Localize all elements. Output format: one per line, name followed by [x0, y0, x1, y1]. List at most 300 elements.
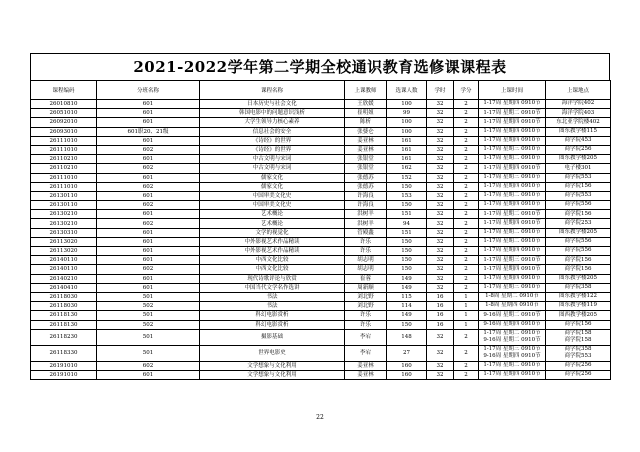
- cell-class-time: [479, 345, 546, 361]
- cell-location: [546, 329, 611, 345]
- location-line: 图东教学楼205: [559, 155, 597, 162]
- time-line: 1-17周 星期三 0910节: [483, 284, 541, 291]
- location-line: 商学院358: [564, 284, 592, 291]
- time-line: 9-16周 星期四 0910节: [483, 353, 541, 360]
- time-line: 1-17周 星期四 0910节: [483, 127, 541, 134]
- cell-credit: 2: [454, 155, 479, 164]
- cell-course-code: 26130210: [31, 210, 97, 219]
- cell-credit: 1: [454, 311, 479, 320]
- cell-hours: 32: [427, 256, 454, 265]
- time-line: 1-17周 星期四 0910节: [483, 164, 541, 171]
- cell-class-name: 601: [97, 118, 200, 127]
- cell-class-name: 502: [97, 320, 200, 329]
- cell-course-name: 中外影视艺术作品精读: [200, 237, 345, 246]
- cell-location: [546, 191, 611, 200]
- cell-class-name: 602: [97, 265, 200, 274]
- cell-course-code: 26130110: [31, 201, 97, 210]
- cell-class-name: 601: [97, 237, 200, 246]
- cell-class-name: 602: [97, 201, 200, 210]
- table-row: [31, 345, 611, 361]
- location-line: 商学院358: [564, 345, 592, 352]
- cell-teacher: 刘北野: [345, 292, 387, 301]
- cell-class-name: 602: [97, 361, 200, 370]
- cell-course-name: 文学想象与文化利用: [200, 361, 345, 370]
- cell-class-time: [479, 118, 546, 127]
- cell-class-name: 601: [97, 247, 200, 256]
- cell-course-code: 26110210: [31, 164, 97, 173]
- page-title: 2021-2022学年第二学期全校通识教育选修课课程表: [30, 53, 610, 80]
- table-row: [31, 109, 611, 118]
- cell-teacher: 姜亚林: [345, 136, 387, 145]
- time-line: 1-17周 星期四 0910节: [483, 137, 541, 144]
- cell-credit: 2: [454, 219, 479, 228]
- location-line: 商学院553: [564, 173, 592, 180]
- location-line: 海洋学院403: [561, 109, 595, 116]
- cell-credit: 2: [454, 182, 479, 191]
- cell-credit: 2: [454, 164, 479, 173]
- cell-course-code: 26140110: [31, 256, 97, 265]
- cell-class-time: [479, 370, 546, 379]
- cell-enrollment: 150: [387, 237, 427, 246]
- cell-location: [546, 182, 611, 191]
- table-row: [31, 100, 611, 109]
- table-row: [31, 265, 611, 274]
- cell-class-time: [479, 228, 546, 237]
- cell-enrollment: 161: [387, 136, 427, 145]
- col-header: 学时: [427, 81, 454, 100]
- table-header-row: [31, 81, 611, 100]
- cell-class-name: 501: [97, 292, 200, 301]
- time-line: 1-17周 星期二 0910节: [483, 329, 541, 336]
- table-row: [31, 320, 611, 329]
- cell-hours: 32: [427, 155, 454, 164]
- cell-course-name: 中国审美文化史: [200, 201, 345, 210]
- cell-location: [546, 164, 611, 173]
- time-line: 1-17周 星期三 0910节: [483, 173, 541, 180]
- cell-hours: 16: [427, 302, 454, 311]
- time-line: 9-16周 星期二 0910节: [483, 337, 541, 344]
- cell-class-time: [479, 191, 546, 200]
- cell-hours: 32: [427, 127, 454, 136]
- cell-enrollment: 150: [387, 201, 427, 210]
- cell-teacher: 李宕: [345, 345, 387, 361]
- cell-credit: 2: [454, 370, 479, 379]
- table-row: [31, 329, 611, 345]
- cell-class-name: 501: [97, 329, 200, 345]
- cell-location: [546, 127, 611, 136]
- table-row: [31, 228, 611, 237]
- cell-teacher: 崔明姐: [345, 109, 387, 118]
- cell-enrollment: 151: [387, 228, 427, 237]
- location-line: 商学院453: [564, 137, 592, 144]
- cell-location: [546, 109, 611, 118]
- cell-enrollment: 150: [387, 256, 427, 265]
- cell-course-name: 科幻电影赏析: [200, 320, 345, 329]
- cell-course-code: 26111010: [31, 136, 97, 145]
- cell-location: [546, 256, 611, 265]
- cell-teacher: 许乐: [345, 237, 387, 246]
- cell-credit: 2: [454, 237, 479, 246]
- cell-class-time: [479, 292, 546, 301]
- cell-course-code: 26118130: [31, 311, 97, 320]
- cell-enrollment: 115: [387, 292, 427, 301]
- cell-enrollment: 150: [387, 247, 427, 256]
- location-line: 图西教学楼205: [559, 311, 597, 318]
- table-row: [31, 237, 611, 246]
- cell-hours: 32: [427, 370, 454, 379]
- cell-class-time: [479, 164, 546, 173]
- table-body: [31, 100, 611, 380]
- cell-teacher: 陈析: [345, 118, 387, 127]
- cell-hours: 16: [427, 311, 454, 320]
- cell-hours: 16: [427, 320, 454, 329]
- time-line: 9-16周 星期二 0910节: [483, 311, 541, 318]
- cell-location: [546, 320, 611, 329]
- cell-teacher: 周新顺: [345, 283, 387, 292]
- table-row: [31, 370, 611, 379]
- location-line: 电子楼301: [564, 164, 592, 171]
- cell-location: [546, 345, 611, 361]
- cell-teacher: 许乐: [345, 311, 387, 320]
- cell-course-name: 大学生领导力核心素养: [200, 118, 345, 127]
- cell-enrollment: 94: [387, 219, 427, 228]
- location-line: 图东教学楼115: [559, 127, 597, 134]
- cell-teacher: 王欣媛: [345, 100, 387, 109]
- cell-course-name: 儒家文化: [200, 182, 345, 191]
- cell-credit: 2: [454, 127, 479, 136]
- cell-course-code: 26113020: [31, 247, 97, 256]
- cell-class-time: [479, 136, 546, 145]
- cell-location: [546, 219, 611, 228]
- cell-hours: 32: [427, 191, 454, 200]
- cell-course-code: 26118130: [31, 320, 97, 329]
- location-line: 商学院156: [564, 265, 592, 272]
- cell-class-name: 601: [97, 283, 200, 292]
- cell-teacher: 张德苏: [345, 173, 387, 182]
- cell-location: [546, 274, 611, 283]
- cell-class-time: [479, 219, 546, 228]
- location-line: 商学院156: [564, 256, 592, 263]
- cell-class-time: [479, 210, 546, 219]
- cell-class-time: [479, 145, 546, 154]
- location-line: 商学院256: [564, 146, 592, 153]
- cell-hours: 16: [427, 292, 454, 301]
- cell-enrollment: 149: [387, 274, 427, 283]
- table-row: [31, 302, 611, 311]
- cell-credit: 2: [454, 136, 479, 145]
- time-line: 1-17周 星期二 0910节: [483, 238, 541, 245]
- cell-location: [546, 201, 611, 210]
- cell-location: [546, 100, 611, 109]
- cell-credit: 2: [454, 265, 479, 274]
- cell-credit: 1: [454, 302, 479, 311]
- cell-course-name: 文学想象与文化利用: [200, 370, 345, 379]
- time-line: 1-17周 星期四 0910节: [483, 274, 541, 281]
- cell-course-name: 艺术概论: [200, 219, 345, 228]
- cell-hours: 32: [427, 274, 454, 283]
- cell-class-name: 601: [97, 256, 200, 265]
- cell-credit: 2: [454, 228, 479, 237]
- table-row: [31, 145, 611, 154]
- cell-enrollment: 151: [387, 210, 427, 219]
- cell-course-name: 艺术概论: [200, 210, 345, 219]
- cell-course-name: 中国审美文化史: [200, 191, 345, 200]
- cell-class-name: 601: [97, 109, 200, 118]
- cell-course-name: 《诗经》的世界: [200, 136, 345, 145]
- cell-hours: 32: [427, 136, 454, 145]
- cell-enrollment: 161: [387, 155, 427, 164]
- location-line: 图东教学楼205: [559, 274, 597, 281]
- time-line: 1-17周 星期三 0910节: [483, 256, 541, 263]
- table-row: [31, 256, 611, 265]
- cell-course-name: 儒家文化: [200, 173, 345, 182]
- cell-teacher: 张银堂: [345, 155, 387, 164]
- cell-credit: 2: [454, 118, 479, 127]
- cell-credit: 2: [454, 247, 479, 256]
- cell-location: [546, 370, 611, 379]
- location-line: 东北亚学院楼402: [556, 118, 600, 125]
- cell-class-time: [479, 173, 546, 182]
- cell-teacher: 姜亚林: [345, 370, 387, 379]
- cell-teacher: 张银堂: [345, 164, 387, 173]
- cell-credit: 2: [454, 361, 479, 370]
- cell-teacher: 姜亚林: [345, 361, 387, 370]
- cell-location: [546, 173, 611, 182]
- cell-class-name: 601: [97, 274, 200, 283]
- cell-class-time: [479, 274, 546, 283]
- time-line: 1-17周 星期四 0910节: [483, 118, 541, 125]
- col-header: 选课人数: [387, 81, 427, 100]
- cell-course-name: 世界电影史: [200, 345, 345, 361]
- cell-course-name: 《诗经》的世界: [200, 145, 345, 154]
- time-line: 1-17周 星期四 0910节: [483, 201, 541, 208]
- col-header: 课程编码: [31, 81, 97, 100]
- cell-class-name: 602: [97, 219, 200, 228]
- table-row: [31, 164, 611, 173]
- cell-class-name: 601: [97, 173, 200, 182]
- cell-hours: 32: [427, 361, 454, 370]
- table-row: [31, 173, 611, 182]
- cell-location: [546, 210, 611, 219]
- cell-hours: 32: [427, 182, 454, 191]
- cell-class-time: [479, 320, 546, 329]
- cell-course-code: 26118030: [31, 292, 97, 301]
- time-line: 1-17周 星期四 0910节: [483, 265, 541, 272]
- cell-class-time: [479, 302, 546, 311]
- cell-teacher: 姜亚林: [345, 145, 387, 154]
- table-row: [31, 311, 611, 320]
- cell-hours: 32: [427, 145, 454, 154]
- time-line: 1-8周 星期四 0910节: [485, 302, 539, 309]
- cell-enrollment: 150: [387, 265, 427, 274]
- cell-teacher: 张德苏: [345, 182, 387, 191]
- cell-hours: 32: [427, 201, 454, 210]
- cell-course-code: 26191010: [31, 370, 97, 379]
- cell-course-name: 中古文明与宋词: [200, 155, 345, 164]
- time-line: 1-17周 星期四 0910节: [483, 183, 541, 190]
- cell-course-code: 26111010: [31, 173, 97, 182]
- cell-course-name: 韩国电影中的问题意识浅析: [200, 109, 345, 118]
- cell-credit: 2: [454, 145, 479, 154]
- time-line: 1-8周 星期二 0910节: [485, 293, 539, 300]
- location-line: 商学院256: [564, 371, 592, 378]
- cell-course-code: 26111010: [31, 145, 97, 154]
- cell-enrollment: 160: [387, 370, 427, 379]
- cell-class-name: 602: [97, 164, 200, 173]
- table-row: [31, 127, 611, 136]
- page-number: 22: [316, 414, 324, 421]
- col-header: 上课地点: [546, 81, 611, 100]
- cell-location: [546, 361, 611, 370]
- cell-class-time: [479, 311, 546, 320]
- location-line: 图东教学楼119: [559, 302, 597, 309]
- cell-class-name: 501: [97, 311, 200, 320]
- cell-course-code: 26140110: [31, 265, 97, 274]
- location-line: 海洋学院402: [561, 100, 595, 107]
- cell-credit: 2: [454, 173, 479, 182]
- cell-enrollment: 100: [387, 118, 427, 127]
- cell-credit: 2: [454, 191, 479, 200]
- cell-course-code: 26010810: [31, 100, 97, 109]
- cell-class-time: [479, 247, 546, 256]
- cell-teacher: 许乐: [345, 247, 387, 256]
- location-line: 商学院556: [564, 247, 592, 254]
- location-line: 商学院158: [564, 337, 592, 344]
- cell-course-name: 书法: [200, 302, 345, 311]
- cell-course-name: 文学的视觉化: [200, 228, 345, 237]
- table-row: [31, 361, 611, 370]
- cell-course-code: 26130210: [31, 219, 97, 228]
- cell-location: [546, 228, 611, 237]
- cell-class-time: [479, 155, 546, 164]
- table-row: [31, 283, 611, 292]
- cell-enrollment: 152: [387, 173, 427, 182]
- cell-credit: 1: [454, 320, 479, 329]
- cell-location: [546, 145, 611, 154]
- cell-course-name: 中国当代文学名作选讲: [200, 283, 345, 292]
- location-line: 商学院553: [564, 192, 592, 199]
- cell-class-time: [479, 329, 546, 345]
- cell-location: [546, 155, 611, 164]
- cell-location: [546, 118, 611, 127]
- cell-course-name: 现代诗歌评论与欣赏: [200, 274, 345, 283]
- col-header: 分班名称: [97, 81, 200, 100]
- schedule-sheet: [30, 53, 610, 380]
- cell-enrollment: 148: [387, 329, 427, 345]
- cell-course-code: 26118330: [31, 345, 97, 361]
- cell-credit: 2: [454, 283, 479, 292]
- location-line: 图东教学楼205: [559, 228, 597, 235]
- time-line: 1-17周 星期三 0910节: [483, 146, 541, 153]
- table-row: [31, 247, 611, 256]
- cell-class-time: [479, 109, 546, 118]
- cell-class-name: 601: [97, 155, 200, 164]
- cell-class-time: [479, 265, 546, 274]
- cell-hours: 32: [427, 228, 454, 237]
- cell-course-code: 26130310: [31, 228, 97, 237]
- cell-class-name: 601: [97, 191, 200, 200]
- cell-credit: 2: [454, 345, 479, 361]
- cell-enrollment: 149: [387, 311, 427, 320]
- cell-teacher: 张婆仑: [345, 127, 387, 136]
- cell-hours: 32: [427, 219, 454, 228]
- cell-credit: 2: [454, 274, 479, 283]
- cell-teacher: 许乐: [345, 320, 387, 329]
- cell-teacher: 胡志明: [345, 265, 387, 274]
- cell-enrollment: 149: [387, 283, 427, 292]
- schedule-table: [30, 80, 611, 380]
- table-row: [31, 118, 611, 127]
- cell-credit: 2: [454, 109, 479, 118]
- cell-credit: 2: [454, 210, 479, 219]
- location-line: 商学院158: [564, 329, 592, 336]
- table-row: [31, 292, 611, 301]
- cell-course-code: 26118030: [31, 302, 97, 311]
- cell-course-name: 中西文化比较: [200, 265, 345, 274]
- cell-class-name: 601: [97, 228, 200, 237]
- cell-enrollment: 99: [387, 109, 427, 118]
- cell-course-code: 26191010: [31, 361, 97, 370]
- cell-enrollment: 153: [387, 191, 427, 200]
- cell-enrollment: 27: [387, 345, 427, 361]
- cell-course-code: 26051010: [31, 109, 97, 118]
- cell-class-name: 601: [97, 136, 200, 145]
- time-line: 1-17周 星期四 0910节: [483, 219, 541, 226]
- cell-hours: 32: [427, 237, 454, 246]
- time-line: 1-17周 星期二 0910节: [483, 210, 541, 217]
- cell-hours: 32: [427, 164, 454, 173]
- cell-class-time: [479, 283, 546, 292]
- cell-location: [546, 247, 611, 256]
- location-line: 商学院156: [564, 183, 592, 190]
- col-header: 上课时间: [479, 81, 546, 100]
- cell-course-code: 26140410: [31, 283, 97, 292]
- cell-teacher: 刘北野: [345, 302, 387, 311]
- cell-location: [546, 237, 611, 246]
- cell-course-name: 摄影基础: [200, 329, 345, 345]
- cell-credit: 2: [454, 201, 479, 210]
- cell-course-code: 26140210: [31, 274, 97, 283]
- table-row: [31, 191, 611, 200]
- cell-class-time: [479, 256, 546, 265]
- cell-class-name: 601: [97, 100, 200, 109]
- cell-course-code: 26118230: [31, 329, 97, 345]
- col-header: 课程名称: [200, 81, 345, 100]
- table-row: [31, 219, 611, 228]
- cell-location: [546, 302, 611, 311]
- cell-hours: 32: [427, 210, 454, 219]
- time-line: 1-17周 星期二 0910节: [483, 155, 541, 162]
- cell-class-name: 601: [97, 210, 200, 219]
- time-line: 1-17周 星期三 0910节: [483, 345, 541, 352]
- cell-credit: 2: [454, 256, 479, 265]
- location-line: 商学院156: [564, 210, 592, 217]
- cell-enrollment: 150: [387, 320, 427, 329]
- cell-teacher: 许海良: [345, 201, 387, 210]
- table-row: [31, 155, 611, 164]
- cell-class-name: 602: [97, 145, 200, 154]
- cell-hours: 32: [427, 118, 454, 127]
- cell-course-name: 科幻电影赏析: [200, 311, 345, 320]
- cell-class-time: [479, 182, 546, 191]
- cell-course-code: 26092010: [31, 118, 97, 127]
- cell-course-name: 中西文化比较: [200, 256, 345, 265]
- table-row: [31, 182, 611, 191]
- cell-enrollment: 150: [387, 182, 427, 191]
- cell-hours: 32: [427, 283, 454, 292]
- cell-credit: 2: [454, 100, 479, 109]
- table-row: [31, 274, 611, 283]
